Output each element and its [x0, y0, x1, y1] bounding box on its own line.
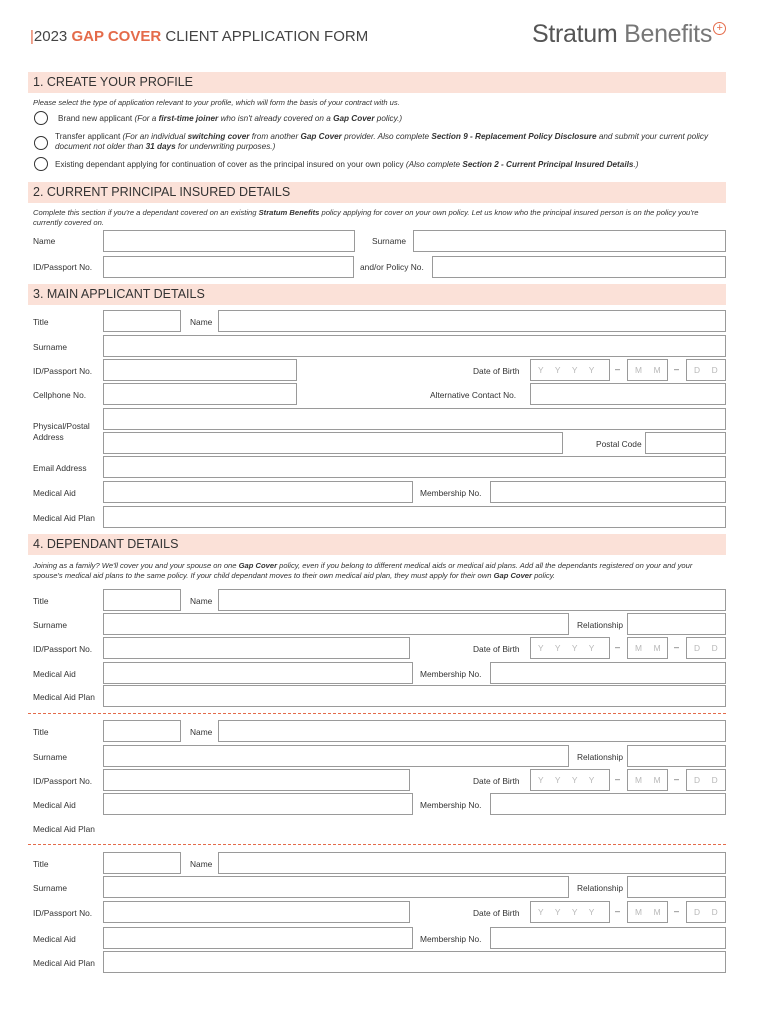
opt2-h: and submit your current policy document not older than: [55, 132, 709, 151]
dep-dob-label: Date of Birth: [473, 644, 520, 654]
dob-day-ph: D D: [694, 643, 718, 653]
dep-dob-month-field[interactable]: [627, 637, 668, 659]
dob-month-ph: M M: [635, 643, 661, 653]
dep-dob-day-field[interactable]: [686, 769, 726, 791]
form-title: [30, 28, 368, 45]
radio-existing-dependant[interactable]: [34, 157, 48, 171]
s3-cell-label: Cellphone No.: [33, 390, 87, 400]
dob-sep-2: –: [674, 642, 680, 652]
dep-dob-year-field[interactable]: [530, 769, 610, 791]
dep-dob-year-field[interactable]: [530, 637, 610, 659]
dob-year-ph: Y Y Y Y: [538, 643, 595, 653]
s2-name-label: Name: [33, 236, 56, 246]
dependant-divider-1: [28, 713, 726, 714]
logo-text-b: Benefits: [624, 20, 713, 48]
s4-note-e: policy.: [531, 571, 556, 580]
s2-policy-label: and/or Policy No.: [360, 262, 424, 272]
dep-relationship-field[interactable]: [627, 876, 726, 898]
opt2-e: Gap Cover: [300, 132, 342, 141]
dep-member-label: Membership No.: [420, 669, 482, 679]
s3-plan-field[interactable]: [103, 506, 726, 528]
dob-year-ph: Y Y Y Y: [538, 365, 595, 375]
dep-name-field[interactable]: [218, 720, 726, 742]
title-year: 2023: [33, 28, 72, 45]
opt2-f: provider. Also complete: [341, 132, 432, 141]
dob-day-ph: D D: [694, 775, 718, 785]
dep-plan-label: Medical Aid Plan: [33, 958, 95, 968]
dob-day-ph: D D: [694, 907, 718, 917]
dep-title-label: Title: [33, 596, 49, 606]
dob-sep-2: –: [674, 906, 680, 916]
dep-dob-year-field[interactable]: [530, 901, 610, 923]
dep-name-field[interactable]: [218, 852, 726, 874]
opt1-b: (For a: [134, 114, 159, 123]
s3-id-label: ID/Passport No.: [33, 366, 93, 376]
s2-name-field[interactable]: [103, 230, 355, 252]
s4-note-a: Joining as a family? We'll cover you and your spouse on one: [33, 561, 239, 570]
logo-plus-icon: +: [713, 22, 726, 35]
s3-cell-field[interactable]: [103, 383, 297, 405]
dep-member-field[interactable]: [490, 793, 726, 815]
s3-postal-label: Postal Code: [596, 439, 642, 449]
dep-plan-label: Medical Aid Plan: [33, 824, 95, 834]
option-brand-new-label: [58, 114, 402, 124]
s3-addr-field-1[interactable]: [103, 408, 726, 430]
dep-name-field[interactable]: [218, 589, 726, 611]
s3-alt-field[interactable]: [530, 383, 726, 405]
dep-id-field[interactable]: [103, 769, 410, 791]
dep-member-label: Membership No.: [420, 934, 482, 944]
dep-plan-field[interactable]: [103, 685, 726, 707]
dep-dob-month-field[interactable]: [627, 769, 668, 791]
s2-note-c: policy applying for cover on your own policy. Let us know who the principal insured person is on the policy you're currently covered on.: [33, 208, 699, 227]
dep-surname-label: Surname: [33, 620, 67, 630]
dep-medaid-label: Medical Aid: [33, 669, 76, 679]
dependant-divider-2: [28, 844, 726, 845]
dep-name-label: Name: [190, 727, 213, 737]
s3-medaid-label: Medical Aid: [33, 488, 76, 498]
dep-title-field[interactable]: [103, 720, 181, 742]
s3-surname-label: Surname: [33, 342, 67, 352]
dep-title-label: Title: [33, 727, 49, 737]
section-2-note: [33, 208, 723, 228]
section-3-header: 3. MAIN APPLICANT DETAILS: [28, 284, 726, 305]
dep-dob-label: Date of Birth: [473, 908, 520, 918]
opt2-b: (For an individual: [122, 132, 188, 141]
s3-plan-label: Medical Aid Plan: [33, 513, 95, 523]
s2-id-label: ID/Passport No.: [33, 262, 93, 272]
logo-text-a: Stratum: [532, 20, 618, 48]
dep-name-label: Name: [190, 596, 213, 606]
dep-relationship-field[interactable]: [627, 613, 726, 635]
dep-medaid-field[interactable]: [103, 927, 413, 949]
opt3-d: .): [633, 160, 639, 169]
opt3-b: (Also complete: [405, 160, 463, 169]
dep-id-field[interactable]: [103, 637, 410, 659]
s3-addr-label: Physical/Postal Address: [33, 421, 90, 442]
section-1-header: 1. CREATE YOUR PROFILE: [28, 72, 726, 93]
s2-note-b: Stratum Benefits: [258, 208, 320, 217]
s3-dob-month-field[interactable]: [627, 359, 668, 381]
dep-medaid-field[interactable]: [103, 793, 413, 815]
dob-year-ph: Y Y Y Y: [538, 775, 595, 785]
s2-policy-field[interactable]: [432, 256, 726, 278]
s2-note-a: Complete this section if you're a dependant covered on an existing: [33, 208, 259, 217]
dob-sep-1: –: [615, 642, 621, 652]
dep-id-label: ID/Passport No.: [33, 908, 93, 918]
section-4-header: 4. DEPENDANT DETAILS: [28, 534, 726, 555]
dep-medaid-label: Medical Aid: [33, 800, 76, 810]
s3-alt-label: Alternative Contact No.: [430, 390, 517, 400]
dob-month-ph: M M: [635, 365, 661, 375]
title-bar: |: [30, 28, 34, 45]
option-existing-dependant-label: [55, 160, 638, 170]
dep-dob-day-field[interactable]: [686, 637, 726, 659]
dep-dob-day-field[interactable]: [686, 901, 726, 923]
opt2-a: Transfer applicant: [55, 132, 123, 141]
opt1-d: who isn't already covered on a: [218, 114, 334, 123]
dep-surname-field[interactable]: [103, 613, 569, 635]
s4-note-d: Gap Cover: [493, 571, 532, 580]
opt1-e: Gap Cover: [333, 114, 375, 123]
dep-dob-label: Date of Birth: [473, 776, 520, 786]
opt3-c: Section 2 - Current Principal Insured Details: [462, 160, 634, 169]
dep-dob-month-field[interactable]: [627, 901, 668, 923]
title-product: GAP COVER: [71, 28, 162, 45]
s3-id-field[interactable]: [103, 359, 297, 381]
s3-dob-day-field[interactable]: [686, 359, 726, 381]
dep-medaid-field[interactable]: [103, 662, 413, 684]
dep-id-label: ID/Passport No.: [33, 776, 93, 786]
dep-title-field[interactable]: [103, 852, 181, 874]
s3-name-label: Name: [190, 317, 213, 327]
dob-sep-1: –: [615, 774, 621, 784]
s3-title-field[interactable]: [103, 310, 181, 332]
dob-sep-2: –: [674, 774, 680, 784]
dob-day-ph: D D: [694, 365, 718, 375]
dep-plan-field[interactable]: [103, 951, 726, 973]
dep-surname-label: Surname: [33, 883, 67, 893]
dep-member-field[interactable]: [490, 662, 726, 684]
dep-relationship-label: Relationship: [577, 752, 624, 762]
dob-month-ph: M M: [635, 907, 661, 917]
opt1-f: policy.): [374, 114, 403, 123]
s3-addr-field-2[interactable]: [103, 432, 563, 454]
s3-email-field[interactable]: [103, 456, 726, 478]
dep-surname-field[interactable]: [103, 876, 569, 898]
dep-member-label: Membership No.: [420, 800, 482, 810]
opt2-d: from another: [249, 132, 301, 141]
dob-sep-1: –: [615, 906, 621, 916]
s3-email-label: Email Address: [33, 463, 87, 473]
dependant-block-1: [0, 589, 770, 709]
opt2-j: for underwriting purposes.): [175, 142, 276, 151]
s3-surname-field[interactable]: [103, 335, 726, 357]
dob-sep-2: –: [674, 364, 680, 374]
dep-plan-label: Medical Aid Plan: [33, 692, 95, 702]
opt2-g: Section 9 - Replacement Policy Disclosure: [431, 132, 597, 141]
dep-surname-field[interactable]: [103, 745, 569, 767]
s3-dob-year-field[interactable]: [530, 359, 610, 381]
s3-name-field[interactable]: [218, 310, 726, 332]
dependant-block-2: [0, 720, 770, 840]
dep-member-field[interactable]: [490, 927, 726, 949]
section-1-note: Please select the type of application relevant to your profile, which will form the basis of your contract with us.: [33, 98, 400, 107]
s2-surname-label: Surname: [372, 236, 406, 246]
dep-relationship-label: Relationship: [577, 883, 624, 893]
dep-title-field[interactable]: [103, 589, 181, 611]
dep-name-label: Name: [190, 859, 213, 869]
s3-postal-field[interactable]: [645, 432, 726, 454]
s4-note-b: Gap Cover: [238, 561, 278, 570]
opt2-c: switching cover: [187, 132, 250, 141]
opt1-c: first-time joiner: [158, 114, 219, 123]
title-rest: CLIENT APPLICATION FORM: [161, 28, 369, 45]
s3-dob-label: Date of Birth: [473, 366, 520, 376]
s4-note-c: policy, even if you belong to different medical aids or medical aid plans. Add all the dependants registered on your and your spouse's medical aid plans to the same policy. If your child dependant moves to their own medical aid plan, they must apply for their own: [33, 561, 693, 580]
stratum-benefits-logo: [532, 20, 726, 49]
s3-member-field[interactable]: [490, 481, 726, 503]
dep-surname-label: Surname: [33, 752, 67, 762]
dep-id-label: ID/Passport No.: [33, 644, 93, 654]
radio-transfer[interactable]: [34, 136, 48, 150]
dep-medaid-label: Medical Aid: [33, 934, 76, 944]
s3-member-label: Membership No.: [420, 488, 482, 498]
s2-surname-field[interactable]: [413, 230, 726, 252]
dep-title-label: Title: [33, 859, 49, 869]
radio-brand-new[interactable]: [34, 111, 48, 125]
opt3-a: Existing dependant applying for continuation of cover as the principal insured on your own policy: [55, 160, 406, 169]
opt2-i: 31 days: [145, 142, 176, 151]
section-2-header: 2. CURRENT PRINCIPAL INSURED DETAILS: [28, 182, 726, 203]
s2-id-field[interactable]: [103, 256, 354, 278]
dependant-block-3: [0, 852, 770, 976]
dob-sep-1: –: [615, 364, 621, 374]
dob-year-ph: Y Y Y Y: [538, 907, 595, 917]
dep-id-field[interactable]: [103, 901, 410, 923]
dob-month-ph: M M: [635, 775, 661, 785]
option-transfer-label: [55, 132, 715, 152]
s3-title-label: Title: [33, 317, 49, 327]
dep-relationship-field[interactable]: [627, 745, 726, 767]
s3-medaid-field[interactable]: [103, 481, 413, 503]
dep-relationship-label: Relationship: [577, 620, 624, 630]
section-4-note: [33, 561, 723, 581]
opt1-a: Brand new applicant: [58, 114, 135, 123]
